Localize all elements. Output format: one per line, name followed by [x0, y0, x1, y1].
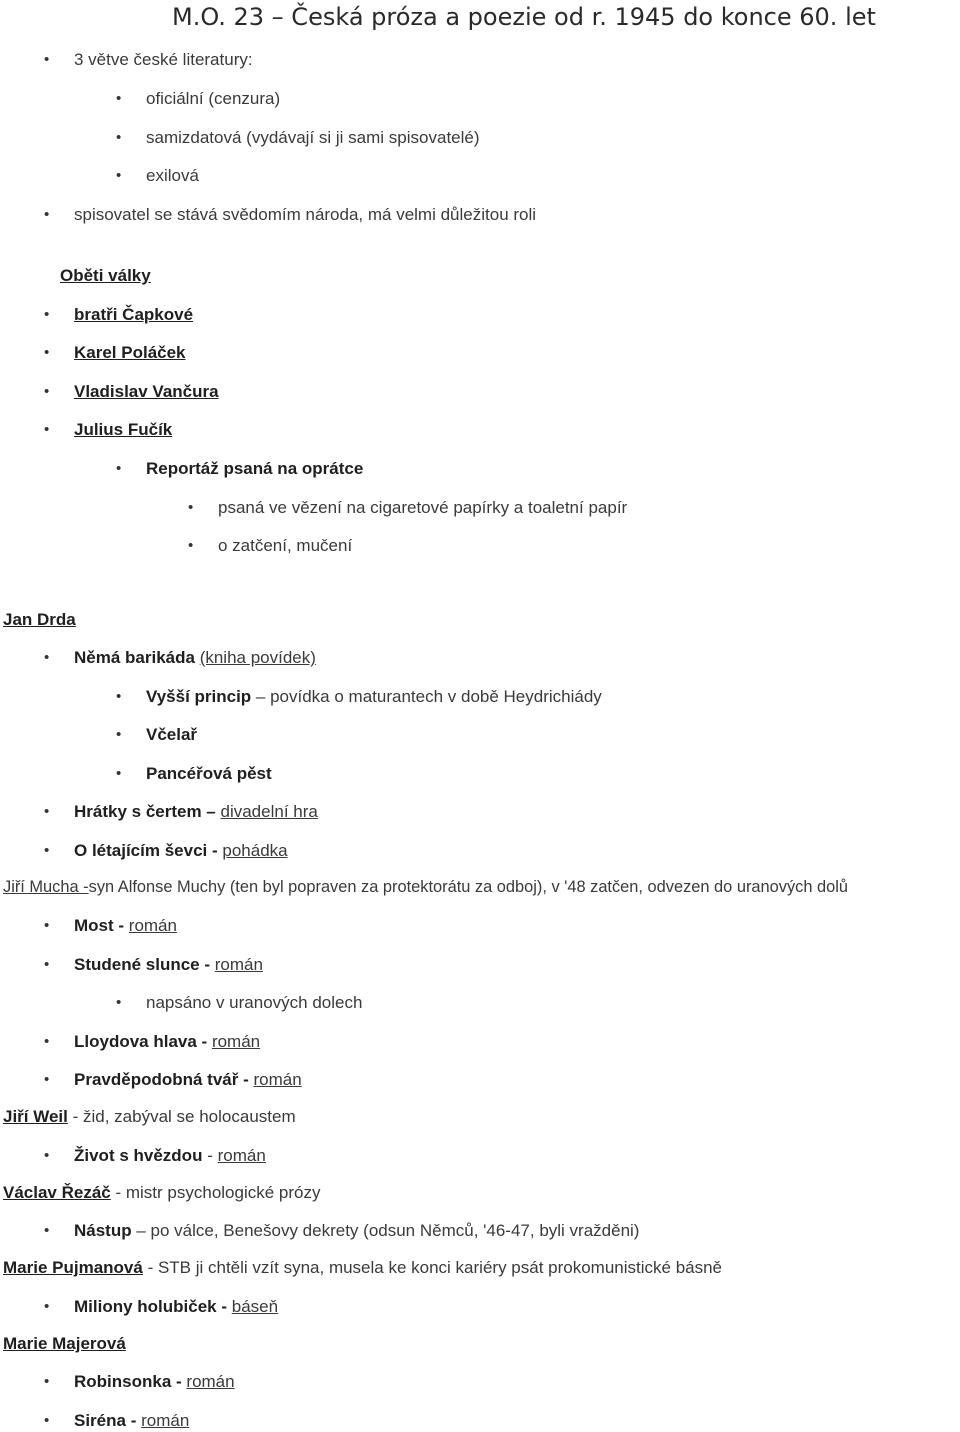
work-entry	[74, 1069, 302, 1091]
work-entry	[74, 1145, 266, 1167]
author-desc: syn Alfonse Muchy (ten byl popraven za protektorátu za odboj), v '48 zatčen, odvezen do uranových dolů	[88, 878, 848, 896]
work-title: Němá barikáda	[74, 648, 195, 667]
bullet-icon: •	[44, 917, 50, 934]
work-genre: román	[128, 916, 177, 935]
work-title: Nástup	[74, 1221, 132, 1240]
work-entry	[74, 840, 288, 862]
bullet-icon: •	[44, 344, 50, 361]
work-genre: román	[253, 1070, 302, 1089]
work-title: O létajícím ševci -	[74, 841, 218, 860]
work-desc: – po válce, Benešovy dekrety (odsun Němců, '46-47, byli vražděni)	[136, 1221, 640, 1240]
bullet-icon: •	[116, 765, 122, 782]
bullet-icon: •	[116, 167, 122, 184]
bullet-icon: •	[116, 460, 122, 477]
writer-role: spisovatel se stává svědomím národa, má velmi důležitou roli	[74, 205, 537, 224]
victim-name: bratři Čapkové	[74, 305, 194, 324]
author-name: Václav Řezáč	[3, 1183, 111, 1202]
work-genre: (kniha povídek)	[199, 648, 316, 667]
author-name: Jiří Mucha -	[3, 878, 89, 896]
victim-name: Vladislav Vančura	[74, 382, 219, 401]
page-title: M.O. 23 – Česká próza a poezie od r. 1945 do konce 60. let	[172, 3, 876, 31]
author-entry	[3, 876, 848, 898]
bullet-icon: •	[44, 421, 50, 438]
work-note: napsáno v uranových dolech	[146, 993, 363, 1012]
work-title: Včelař	[146, 725, 198, 744]
work-genre: pohádka	[222, 841, 288, 860]
bullet-icon: •	[44, 1071, 50, 1088]
bullet-icon: •	[188, 499, 194, 516]
work-title: Hrátky s čertem –	[74, 802, 216, 821]
bullet-icon: •	[44, 383, 50, 400]
work-note: psaná ve vězení na cigaretové papírky a toaletní papír	[218, 498, 628, 517]
bullet-icon: •	[44, 1222, 50, 1239]
bullet-icon: •	[116, 726, 122, 743]
author-desc: - mistr psychologické prózy	[115, 1183, 321, 1202]
branch-exile: exilová	[146, 166, 199, 185]
work-genre: román	[214, 955, 263, 974]
bullet-icon: •	[44, 1298, 50, 1315]
work-title: Pravděpodobná tvář -	[74, 1070, 249, 1089]
work-genre: divadelní hra	[220, 802, 318, 821]
bullet-icon: •	[44, 1412, 50, 1429]
author-name: Jiří Weil	[3, 1107, 68, 1126]
branches-heading: 3 větve české literatury:	[74, 50, 253, 69]
work-entry	[74, 1410, 189, 1432]
work-title: Život s hvězdou	[74, 1146, 203, 1165]
work-entry	[146, 686, 602, 708]
bullet-icon: •	[116, 688, 122, 705]
work-title: Pancéřová pěst	[146, 764, 272, 783]
work-desc: – povídka o maturantech v době Heydrichiády	[255, 687, 602, 706]
author-name: Jan Drda	[3, 610, 76, 629]
author-entry	[3, 1106, 296, 1128]
work-entry	[74, 954, 263, 976]
victim-name: Karel Poláček	[74, 343, 186, 362]
bullet-icon: •	[44, 1373, 50, 1390]
bullet-icon: •	[44, 51, 50, 68]
bullet-icon: •	[44, 206, 50, 223]
work-title: Lloydova hlava -	[74, 1032, 208, 1051]
author-entry	[3, 1182, 321, 1204]
victims-heading: Oběti války	[60, 266, 151, 285]
work-genre: román	[211, 1032, 261, 1051]
bullet-icon: •	[44, 1147, 50, 1164]
work-entry	[74, 801, 318, 823]
work-title: Most -	[74, 916, 125, 935]
branch-samizdat: samizdatová (vydávají si ji sami spisovatelé)	[146, 128, 480, 147]
work-title: Robinsonka -	[74, 1372, 182, 1391]
branch-official: oficiální (cenzura)	[146, 89, 281, 108]
work-entry	[74, 915, 177, 937]
work-entry	[74, 647, 316, 669]
author-name: Marie Pujmanová	[3, 1258, 143, 1277]
bullet-icon: •	[116, 129, 122, 146]
bullet-icon: •	[188, 537, 194, 554]
bullet-icon: •	[44, 649, 50, 666]
work-title: Studené slunce -	[74, 955, 211, 974]
work-genre: báseň	[231, 1297, 279, 1316]
bullet-icon: •	[44, 803, 50, 820]
work-separator: -	[207, 1146, 213, 1165]
work-genre: román	[186, 1372, 235, 1391]
work-title: Miliony holubiček -	[74, 1297, 228, 1316]
work-entry	[74, 1296, 278, 1318]
author-entry	[3, 1257, 722, 1279]
work-genre: román	[217, 1146, 266, 1165]
bullet-icon: •	[44, 842, 50, 859]
work-entry	[74, 1031, 260, 1053]
bullet-icon: •	[44, 1033, 50, 1050]
bullet-icon: •	[44, 956, 50, 973]
author-desc: - STB ji chtěli vzít syna, musela ke konci kariéry psát prokomunistické básně	[147, 1258, 723, 1277]
work-genre: román	[141, 1411, 190, 1430]
work-note: o zatčení, mučení	[218, 536, 353, 555]
work-entry	[74, 1371, 235, 1393]
work-title: Reportáž psaná na oprátce	[146, 459, 364, 478]
author-desc: - žid, zabýval se holocaustem	[72, 1107, 296, 1126]
bullet-icon: •	[44, 306, 50, 323]
work-title: Vyšší princip	[146, 687, 252, 706]
work-title: Siréna -	[74, 1411, 137, 1430]
bullet-icon: •	[116, 994, 122, 1011]
victim-name: Julius Fučík	[74, 420, 173, 439]
work-entry	[74, 1220, 639, 1242]
bullet-icon: •	[116, 90, 122, 107]
author-name: Marie Majerová	[3, 1334, 126, 1353]
